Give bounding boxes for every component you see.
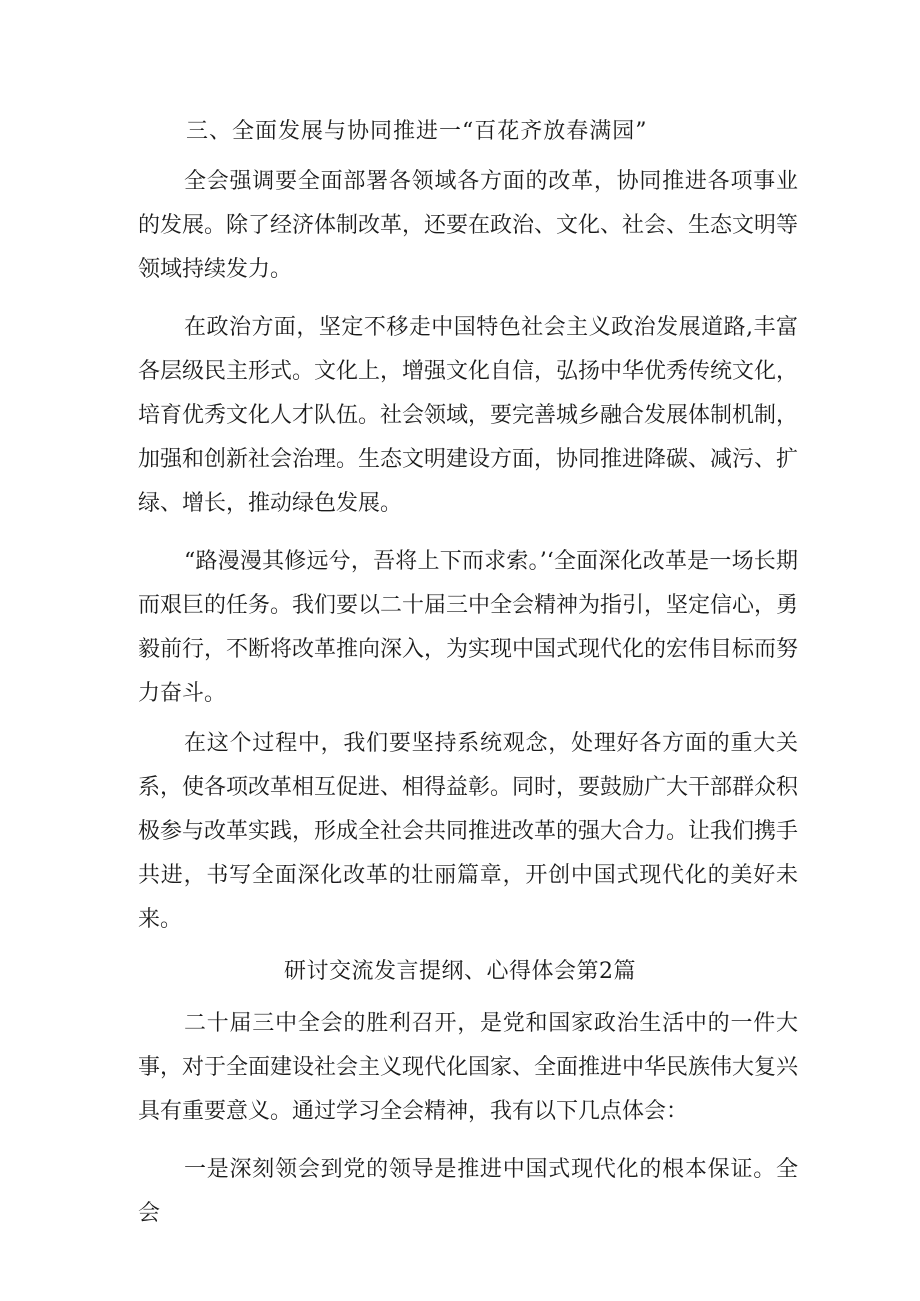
section-heading: 三、全面发展与协同推进一“百花齐放春满园” bbox=[186, 119, 648, 144]
paragraph-1: 全会强调要全面部署各领域各方面的改革，协同推进各项事业的发展。除了经济体制改革，还要在政治、文化、社会、生态文明等领域持续发力。 bbox=[138, 169, 799, 282]
paragraph-2: 在政治方面，坚定不移走中国特色社会主义政治发展道路,丰富各层级民主形式。文化上，增强文化自信，弘扬中华优秀传统文化，培育优秀文化人才队伍。社会领域，要完善城乡融合发展体制机制，加强和创新社会治理。生态文明建设方面，协同推进降碳、减污、扩绿、增长，推动绿色发展。 bbox=[138, 315, 799, 516]
article-title: 研讨交流发言提纲、心得体会第2篇 bbox=[284, 959, 636, 984]
paragraph-3: “路漫漫其修远兮，吾将上下而求索。’‘全面深化改革是一场长期而艰巨的任务。我们要以二十届三中全会精神为指引，坚定信心，勇毅前行，不断将改革推向深入，为实现中国式现代化的宏伟目标而努力奋斗。 bbox=[138, 549, 799, 706]
paragraph-5: 二十届三中全会的胜利召开，是党和国家政治生活中的一件大事，对于全面建设社会主义现代化国家、全面推进中华民族伟大复兴具有重要意义。通过学习全会精神，我有以下几点体会： bbox=[138, 1011, 799, 1124]
paragraph-6: 一是深刻领会到党的领导是推进中国式现代化的根本保证。全会 bbox=[138, 1157, 798, 1226]
paragraph-4: 在这个过程中，我们要坚持系统观念，处理好各方面的重大关系，使各项改革相互促进、相得益彰。同时，要鼓励广大干部群众积极参与改革实践，形成全社会共同推进改革的强大合力。让我们携手共进，书写全面深化改革的壮丽篇章，开创中国式现代化的美好未来。 bbox=[138, 731, 799, 932]
